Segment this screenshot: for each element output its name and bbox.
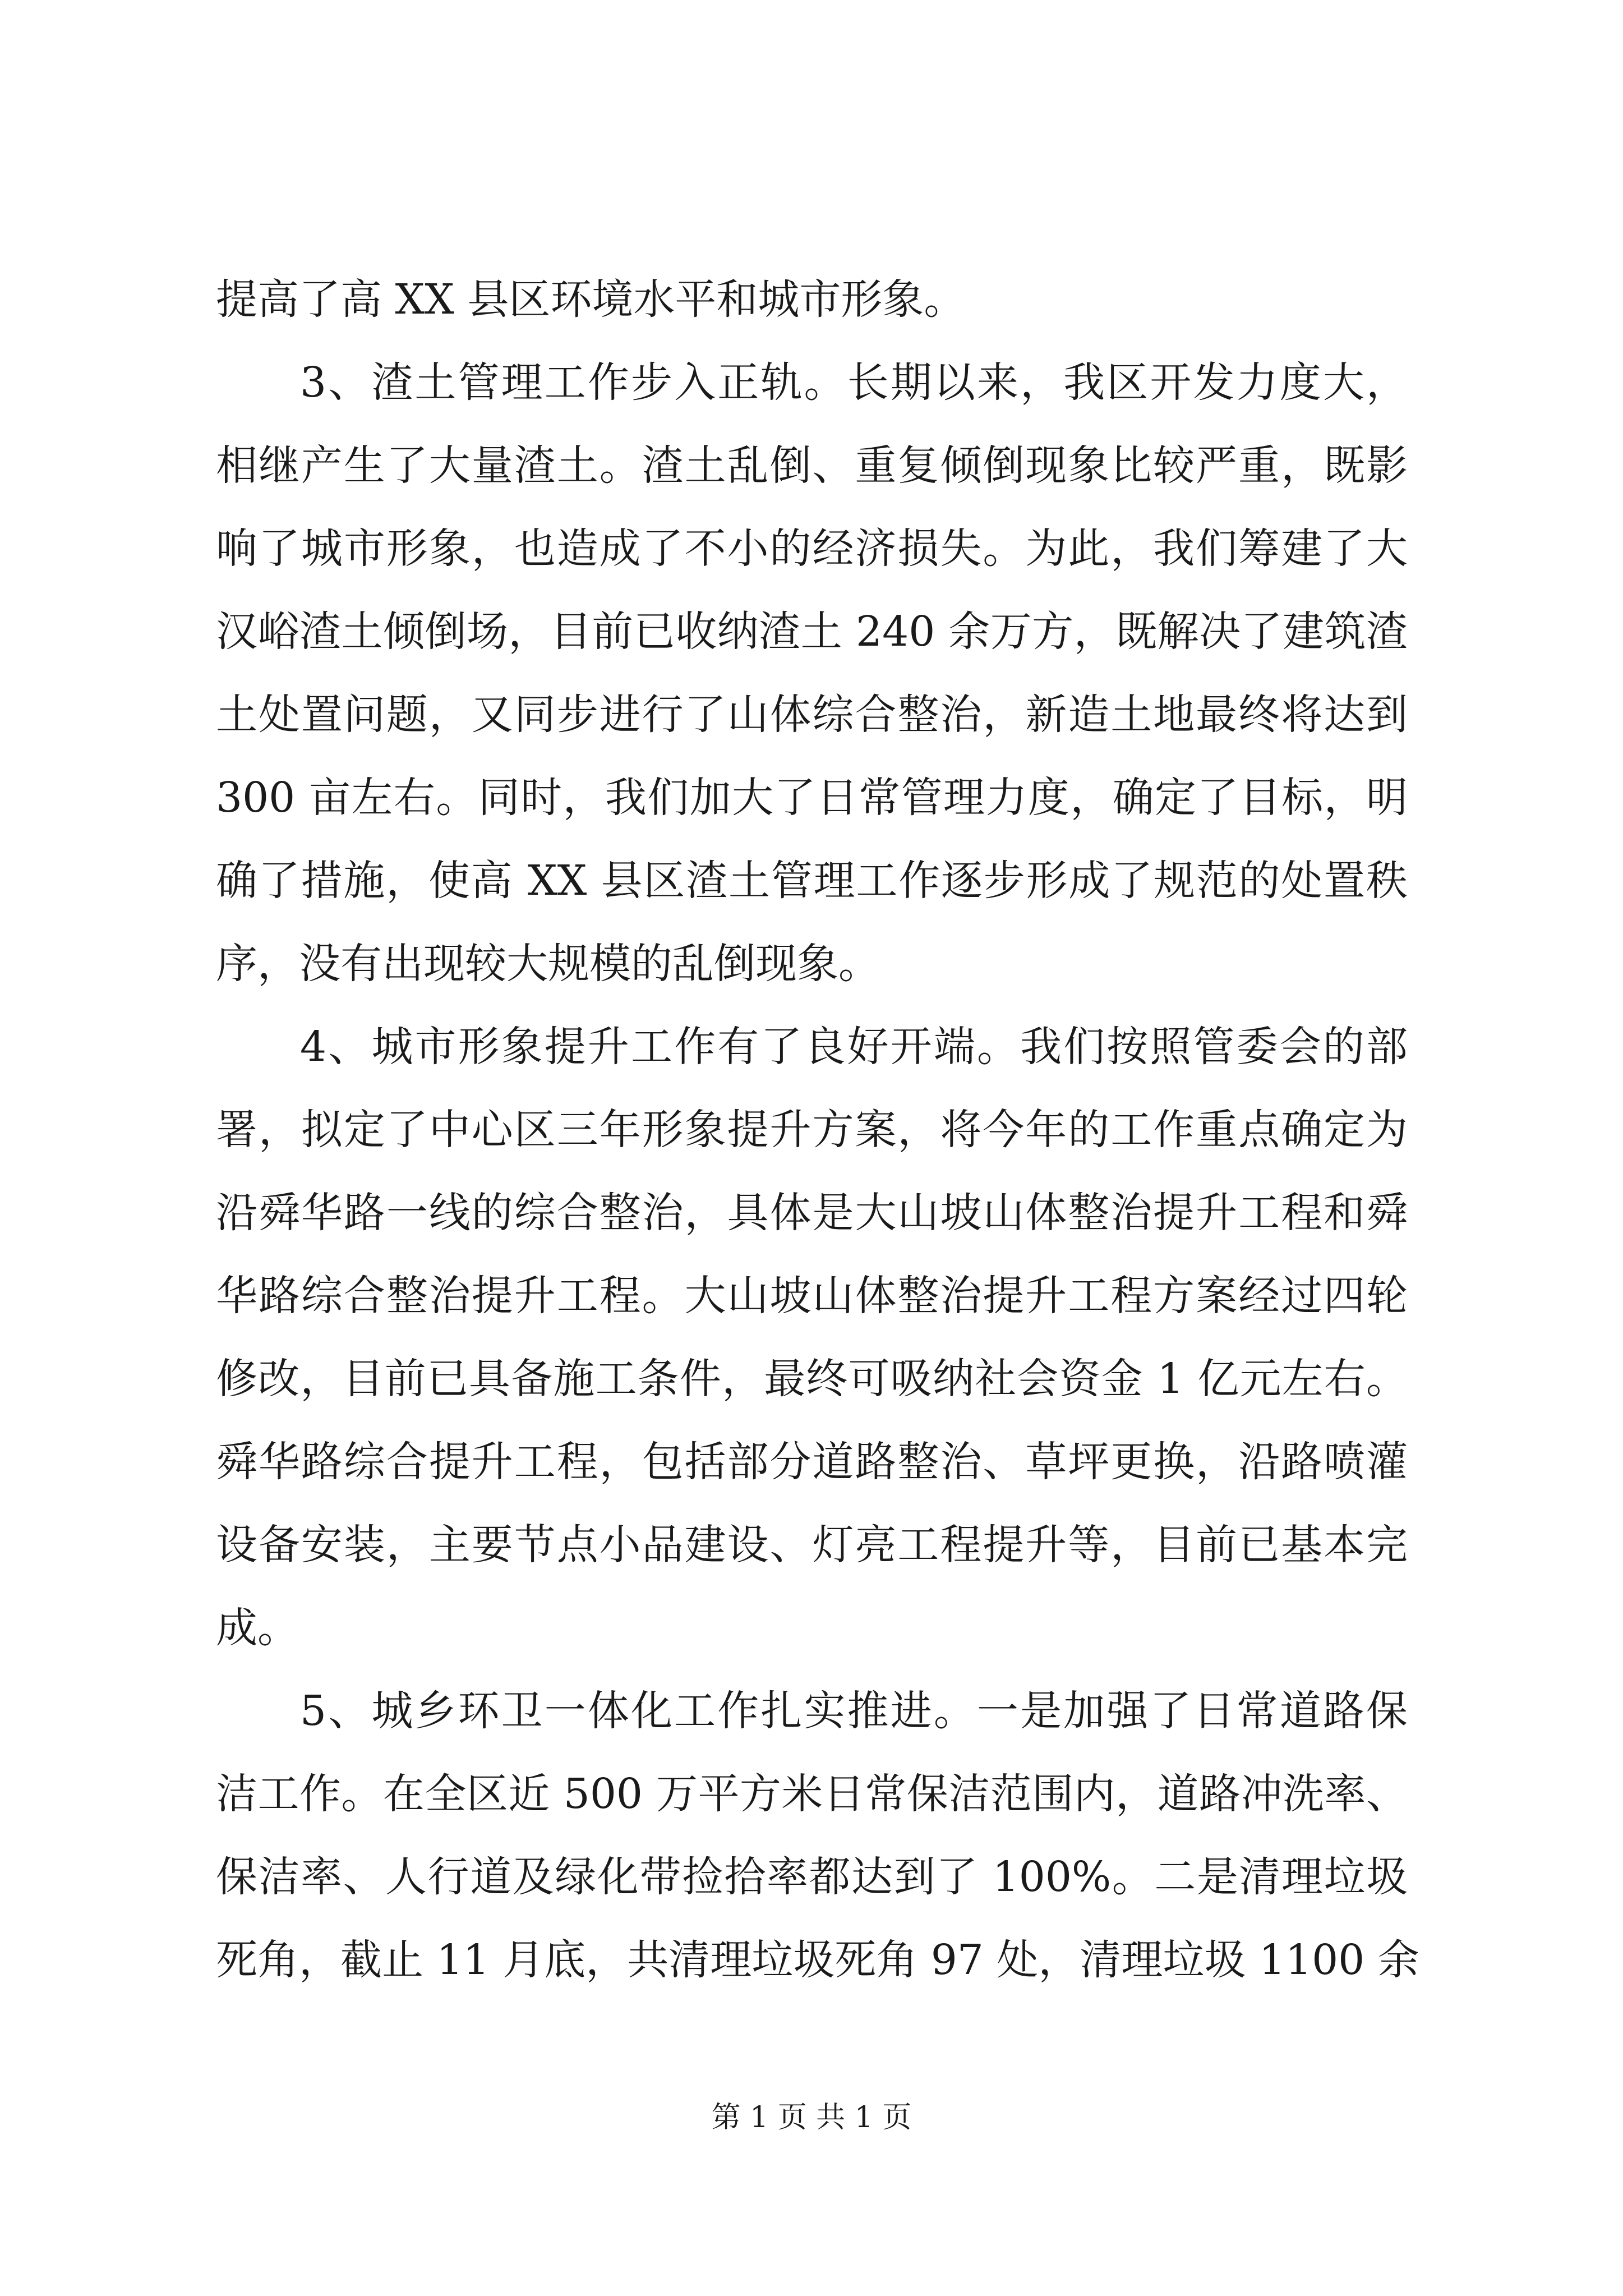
body-text: [216, 258, 1419, 2001]
text-line: 确了措施，使高 XX 县区渣土管理工作逐步形成了规范的处置秩: [216, 857, 1408, 905]
text-line: 死角，截止 11 月底，共清理垃圾死角 97 处，清理垃圾 1100 余: [216, 1936, 1419, 1984]
text-line: 相继产生了大量渣土。渣土乱倒、重复倾倒现象比较严重，既影: [216, 441, 1408, 490]
text-line: 序，没有出现较大规模的乱倒现象。: [216, 940, 880, 988]
text-line: 保洁率、人行道及绿化带捡拾率都达到了 100%。二是清理垃圾: [216, 1853, 1408, 1901]
text-line: 300 亩左右。同时，我们加大了日常管理力度，确定了目标，明: [216, 774, 1408, 822]
text-line: 3、渣土管理工作步入正轨。长期以来，我区开发力度大，: [300, 358, 1408, 407]
text-line: 提高了高 XX 县区环境水平和城市形象。: [216, 275, 966, 324]
text-line: 5、城乡环卫一体化工作扎实推进。一是加强了日常道路保: [300, 1687, 1408, 1735]
text-line: 沿舜华路一线的综合整治，具体是大山坡山体整治提升工程和舜: [216, 1189, 1408, 1237]
text-line: 修改，目前已具备施工条件，最终可吸纳社会资金 1 亿元左右。: [216, 1355, 1408, 1403]
text-line: 洁工作。在全区近 500 万平方米日常保洁范围内，道路冲洗率、: [216, 1770, 1408, 1818]
text-line: 署，拟定了中心区三年形象提升方案，将今年的工作重点确定为: [216, 1106, 1408, 1154]
text-line: 汉峪渣土倾倒场，目前已收纳渣土 240 余万方，既解决了建筑渣: [216, 608, 1408, 656]
text-line: 土处置问题，又同步进行了山体综合整治，新造土地最终将达到: [216, 691, 1408, 739]
text-line: 成。: [216, 1604, 299, 1652]
text-line: 华路综合整治提升工程。大山坡山体整治提升工程方案经过四轮: [216, 1272, 1408, 1320]
text-line: 4、城市形象提升工作有了良好开端。我们按照管委会的部: [300, 1023, 1408, 1071]
text-line: 设备安装，主要节点小品建设、灯亮工程提升等，目前已基本完: [216, 1521, 1408, 1569]
text-line: 响了城市形象，也造成了不小的经济损失。为此，我们筹建了大: [216, 524, 1408, 573]
page-footer: 第 1 页 共 1 页: [711, 2101, 912, 2134]
text-line: 舜华路综合提升工程，包括部分道路整治、草坪更换，沿路喷灌: [216, 1438, 1408, 1486]
